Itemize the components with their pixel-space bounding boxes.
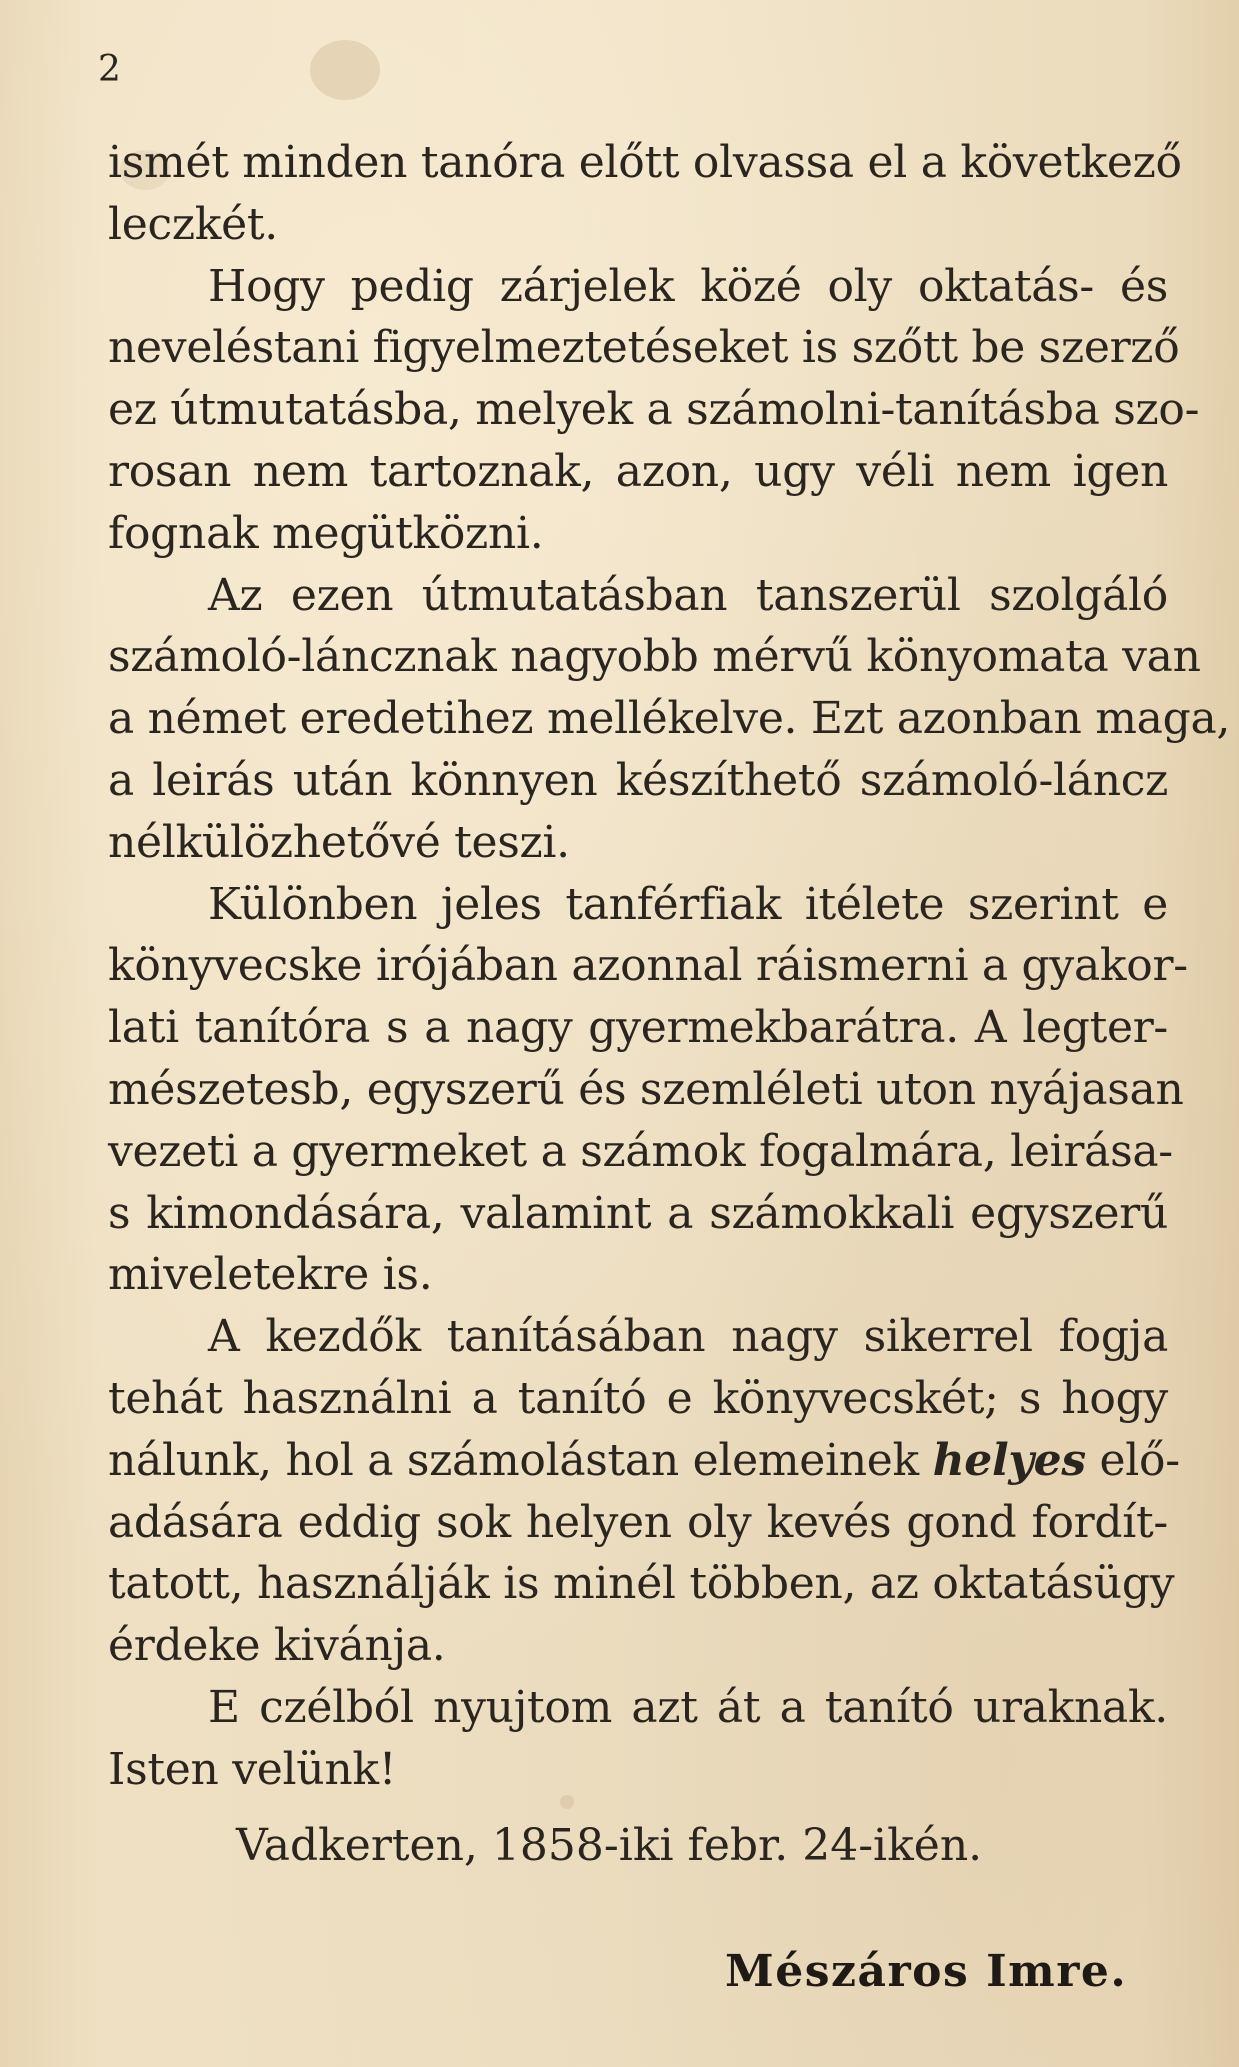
text-line: adására eddig sok helyen oly kevés gond fordít- [108, 1496, 1168, 1548]
paper-stain [310, 40, 380, 100]
page-number: 2 [98, 49, 121, 90]
dateline: Vadkerten, 1858-iki febr. 24-ikén. [236, 1820, 983, 1871]
text-line: miveletekre is. [108, 1249, 433, 1301]
text-segment: nálunk, hol a számolástan elemeinek [108, 1434, 933, 1486]
body-text [108, 132, 1231, 1801]
text-line: rosan nem tartoznak, azon, ugy véli nem igen [108, 445, 1168, 497]
text-line: a leirás után könnyen készíthető számoló-láncz [108, 754, 1168, 806]
text-line: vezeti a gyermeket a számok fogalmára, leirása- [108, 1125, 1173, 1177]
emphasized-word: helyes [932, 1434, 1086, 1486]
paragraph-start-line: A kezdők tanításában nagy sikerrel fogja [208, 1311, 1168, 1363]
paragraph-start-line: Hogy pedig zárjelek közé oly oktatás- és [208, 260, 1168, 312]
text-line: leczkét. [108, 198, 278, 250]
paragraph-start-line: E czélból nyujtom azt át a tanító uraknak. [208, 1681, 1168, 1733]
text-line: nélkülözhetővé teszi. [108, 816, 570, 868]
paragraph-start-line: Különben jeles tanférfiak itélete szerint e [208, 878, 1168, 930]
text-line: s kimondására, valamint a számokkali egyszerű [108, 1187, 1168, 1239]
text-line: fognak megütközni. [108, 507, 544, 559]
text-line: tatott, használják is minél többen, az oktatásügy [108, 1558, 1175, 1610]
text-line: Isten velünk! [108, 1743, 397, 1795]
text-segment: elő- [1085, 1434, 1180, 1486]
text-line: tehát használni a tanító e könyvecskét; s hogy [108, 1372, 1168, 1424]
text-line: neveléstani figyelmeztetéseket is szőtt be szerző [108, 322, 1180, 374]
author-signature: Mészáros Imre. [725, 1946, 1128, 1997]
text-line: ismét minden tanóra előtt olvassa el a következő [108, 137, 1182, 188]
text-line: ez útmutatásba, melyek a számolni-tanításba szo- [108, 384, 1200, 436]
text-line: mészetesb, egyszerű és szemléleti uton nyájasan [108, 1063, 1184, 1115]
text-line: érdeke kivánja. [108, 1620, 446, 1672]
text-line: a német eredetihez mellékelve. Ezt azonban maga, [108, 693, 1231, 745]
text-line-with-emphasis [108, 1430, 1180, 1492]
text-line: lati tanítóra s a nagy gyermekbarátra. A legter- [108, 1002, 1168, 1054]
text-line: számoló-láncznak nagyobb mérvű könyomata van [108, 631, 1201, 683]
paragraph-start-line: Az ezen útmutatásban tanszerül szolgáló [208, 569, 1168, 621]
text-line: könyvecske irójában azonnal ráismerni a gyakor- [108, 940, 1188, 992]
